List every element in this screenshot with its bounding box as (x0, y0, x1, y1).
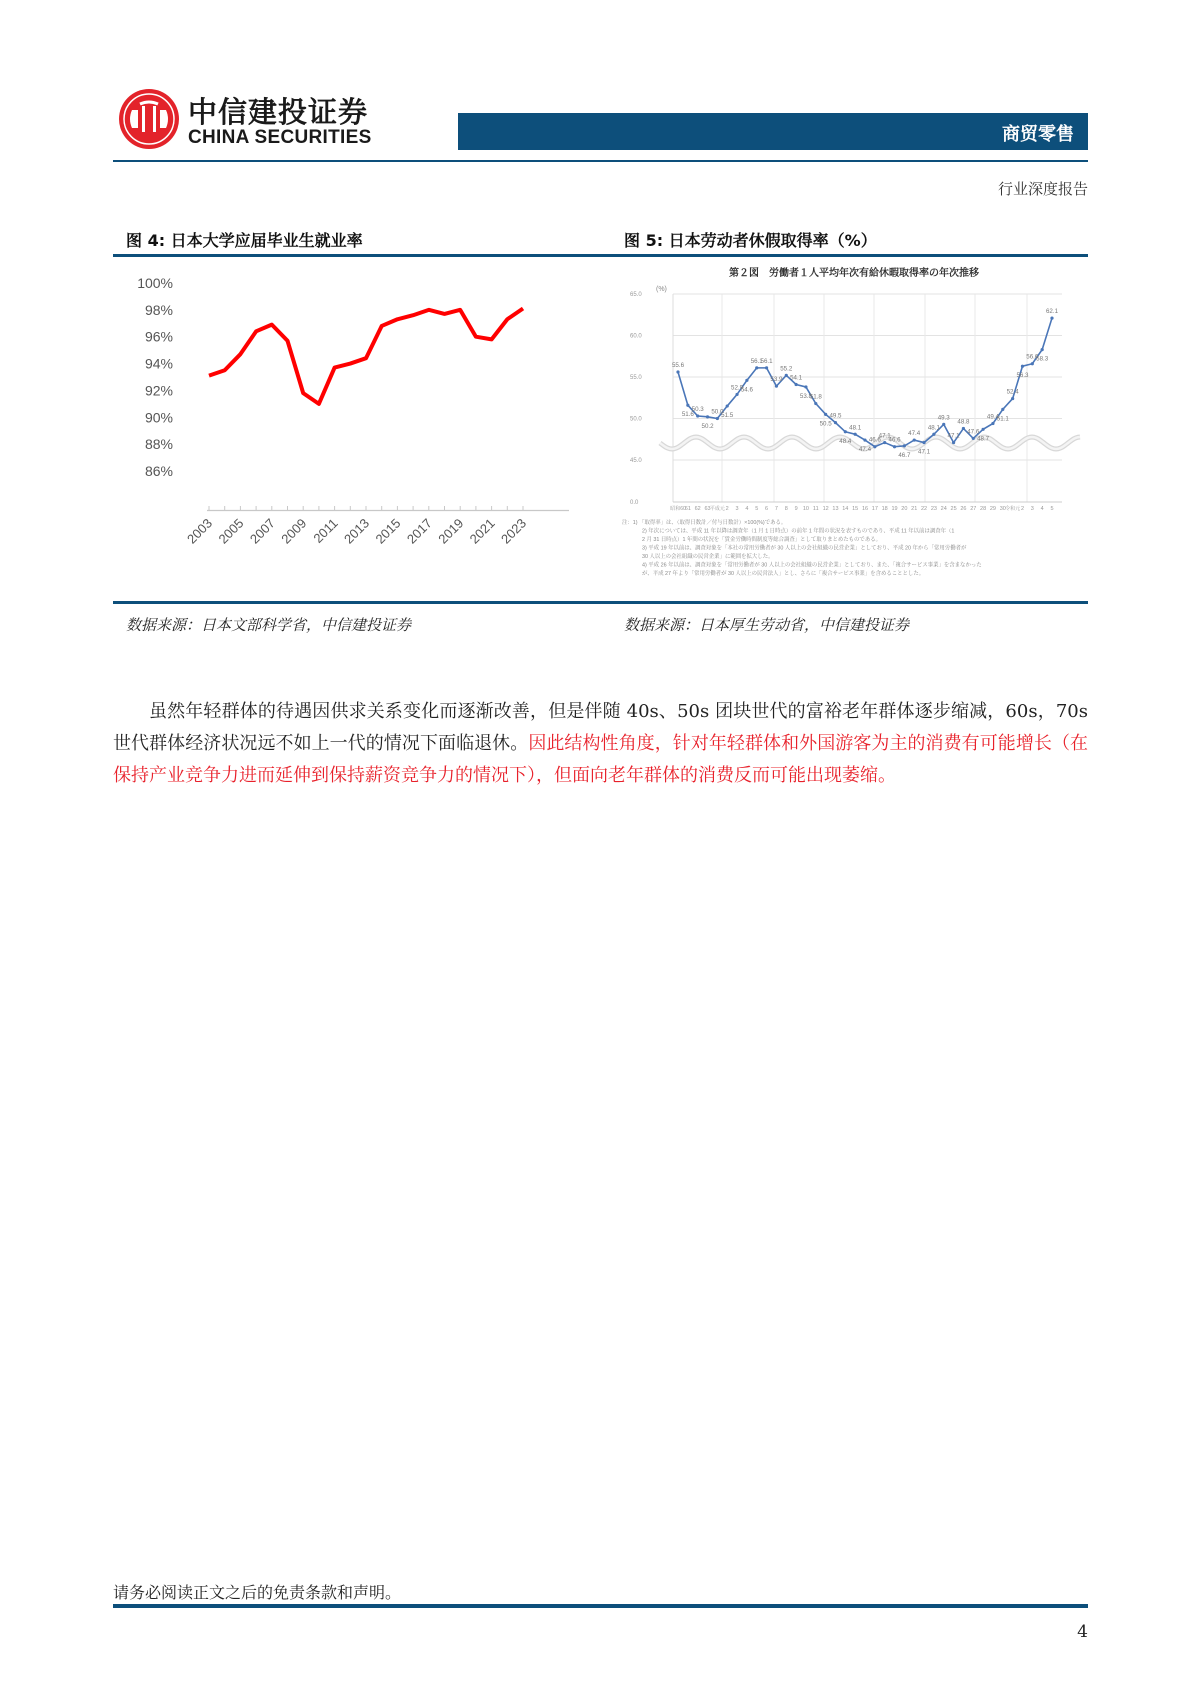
figure-top-divider (113, 254, 1088, 257)
y-tick-label: 94% (144, 355, 173, 372)
x-tick-label: 61 (684, 506, 691, 512)
data-label: 54.1 (790, 374, 803, 382)
figure5-x-axis (670, 505, 1053, 512)
x-tick-label: 2009 (278, 515, 310, 547)
figure5-inner-title: 第２図 労働者１人平均年次有給休暇取得率の年次推移 (729, 268, 979, 279)
y-tick-label: 88% (144, 436, 173, 453)
industry-label: 商贸零售 (1002, 124, 1074, 145)
y-tick-label: 100% (137, 275, 173, 291)
data-label: 52.4 (1006, 388, 1019, 396)
x-tick-label: 2023 (498, 515, 530, 547)
x-tick-label: 23 (930, 506, 937, 512)
x-tick-label: 6 (765, 506, 769, 512)
body-paragraph (113, 696, 1088, 792)
data-label: 47.6 (967, 428, 980, 436)
data-label: 49.5 (829, 412, 842, 420)
x-tick-label: 2 (725, 506, 729, 512)
data-label: 47.1 (918, 448, 931, 456)
y-tick-label: 0.0 (630, 500, 639, 506)
data-label: 55.2 (780, 365, 793, 373)
y-tick-label: 96% (144, 328, 173, 345)
y-tick-label: 45.0 (630, 458, 642, 464)
x-tick-label: 14 (842, 506, 849, 512)
figure5-title: 图 5: 日本劳动者休假取得率（%） (624, 231, 877, 250)
x-tick-label: 12 (822, 506, 829, 512)
x-tick-label: 10 (802, 506, 810, 512)
report-type-label: 行业深度报告 (997, 180, 1088, 198)
body-text: 虽然年轻群体的待遇因供求关系变化而逐渐改善，但是伴随 40s、50s 团块世代的富裕老年群体逐步缩减，60s，70s 世代群体经济状况远不如上一代的情况下面临退休。 (113, 701, 1088, 754)
data-label: 51.1 (996, 415, 1009, 423)
y-tick-label: 86% (144, 463, 173, 479)
data-label: 53.8 (799, 392, 812, 400)
x-tick-label: 25 (950, 506, 957, 512)
x-tick-label: 昭和60 (670, 506, 686, 512)
x-tick-label: 28 (980, 506, 987, 512)
svg-text:が、平成 27 年より「常用労働者が 30 人以上の民営法人: が、平成 27 年より「常用労働者が 30 人以上の民営法人」とし、さらに「複合サービス事業」を含めることとした。 (642, 571, 925, 577)
x-tick-label: 11 (812, 506, 819, 512)
data-label: 48.1 (927, 424, 940, 432)
x-tick-label: 令和元 (1005, 506, 1021, 512)
x-tick-label: 3 (1030, 506, 1034, 512)
x-tick-label: 3 (735, 506, 739, 512)
x-tick-label: 2015 (372, 515, 404, 547)
y-tick-label: 50.0 (630, 416, 642, 423)
footer-divider (113, 1604, 1088, 1608)
data-label: 56.3 (1016, 372, 1029, 380)
x-tick-label: 62 (694, 506, 701, 512)
x-tick-label: 22 (920, 506, 928, 512)
x-tick-label: 4 (745, 506, 749, 512)
data-label: 50.3 (691, 406, 704, 414)
x-tick-label: 2003 (184, 515, 216, 547)
data-label: 55.6 (671, 362, 685, 370)
data-label: 56.6 (1026, 353, 1039, 361)
figure4-y-axis (137, 275, 173, 479)
data-label: 46.6 (888, 436, 901, 444)
data-label: 46.7 (898, 451, 911, 459)
figure5-series-line (678, 318, 1052, 447)
brand-name-cn: 中信建投证券 (188, 95, 369, 129)
x-tick-label: 7 (774, 506, 778, 512)
x-tick-label: 16 (861, 506, 869, 512)
x-tick-label: 63 (704, 506, 711, 512)
svg-text:注：1) 「取得率」は、（取得日数計／付与日数計）×100(: 注：1) 「取得率」は、（取得日数計／付与日数計）×100(%)である。 (622, 520, 787, 526)
data-label: 47.1 (878, 432, 891, 440)
data-label: 56.1 (750, 357, 763, 365)
data-label: 47.1 (947, 432, 960, 440)
industry-banner (458, 113, 1088, 150)
x-tick-label: 2005 (215, 515, 247, 547)
x-tick-label: 8 (784, 506, 788, 512)
data-label: 49.4 (986, 413, 999, 421)
x-tick-label: 2011 (310, 515, 341, 546)
x-tick-label: 26 (960, 506, 967, 512)
y-tick-label: 55.0 (630, 375, 642, 381)
x-tick-label: 2017 (403, 515, 435, 547)
x-tick-label: 13 (832, 506, 839, 512)
body-text-highlight: 因此结构性角度，针对年轻群体和外国游客为主的消费有可能增长（在保持产业竞争力进而延伸到保持薪资竞争力的情况下），但面向老年群体的消费反而可能出现萎缩。 (113, 733, 1089, 786)
svg-text:2 月 31 日時点）1 年間の状況を「賃金労働時間制度等総: 2 月 31 日時点）1 年間の状況を「賃金労働時間制度等総合調査」として取りまとめたものである。 (642, 537, 881, 543)
figure5-line-chart (620, 262, 1088, 600)
x-tick-label: 18 (881, 506, 888, 512)
figure4-line-chart (113, 262, 593, 592)
figure5-source: 数据来源：日本厚生劳动省，中信建投证券 (624, 616, 910, 634)
header-divider (113, 160, 1088, 162)
x-tick-label: 17 (871, 506, 878, 512)
svg-text:3) 平成 19 年以前は、調査対象を「本社の常用労働者が: 3) 平成 19 年以前は、調査対象を「本社の常用労働者が 30 人以上の会社組織の民営企業」としており、平成 20 年から「常用労働者が (642, 545, 967, 552)
svg-text:30 人以上の会社組織の民営企業」に範囲を拡大した。: 30 人以上の会社組織の民営企業」に範囲を拡大した。 (642, 554, 774, 560)
footer-disclaimer: 请务必阅读正文之后的免责条款和声明。 (113, 1583, 402, 1602)
data-label: 47.4 (858, 446, 872, 454)
data-label: 56.1 (760, 357, 773, 365)
figure5-data-points (672, 308, 1059, 459)
data-label: 51.5 (721, 412, 734, 420)
x-tick-label: 2013 (341, 515, 373, 547)
data-label: 62.1 (1045, 308, 1059, 316)
data-label: 52.9 (731, 384, 744, 392)
x-tick-label: 29 (989, 506, 997, 512)
figure4-series-line (209, 309, 523, 404)
x-tick-label: 21 (911, 506, 918, 512)
data-label: 49.3 (937, 414, 950, 422)
brand-name-en: CHINA SECURITIES (188, 127, 372, 148)
figure4-x-axis (184, 506, 529, 547)
figure5-grid (630, 292, 1062, 506)
data-label: 50.2 (701, 422, 714, 430)
x-tick-label: 9 (794, 506, 798, 512)
data-label: 48.1 (849, 424, 862, 432)
x-tick-label: 平成元 (709, 506, 725, 512)
y-tick-label: 60.0 (630, 333, 642, 340)
x-tick-label: 19 (891, 506, 898, 512)
x-tick-label: 2021 (466, 515, 498, 547)
y-tick-label: 98% (144, 301, 173, 318)
data-label: 48.4 (839, 437, 852, 445)
x-tick-label: 24 (940, 506, 947, 512)
data-label: 50.0 (711, 408, 724, 416)
y-tick-label: 90% (144, 409, 173, 426)
svg-text:2) 年次については、平成 11 年以降は調査年（1 月 1: 2) 年次については、平成 11 年以降は調査年（1 月 1 日時点）の前年 1 年間の状況を表すものであり、平成 11 年以前は調査年（1 (642, 528, 955, 535)
data-label: 50.5 (819, 420, 832, 428)
data-label: 54.6 (740, 386, 753, 394)
y-tick-label: 92% (144, 382, 173, 399)
data-label: 47.4 (908, 430, 921, 438)
data-label: 51.6 (681, 411, 694, 419)
figure4-title: 图 4: 日本大学应届毕业生就业率 (126, 231, 363, 250)
figure4-source: 数据来源：日本文部科学省，中信建投证券 (126, 616, 412, 634)
data-label: 58.3 (1036, 355, 1049, 363)
x-tick-label: 2019 (435, 515, 467, 547)
figure5-notes (622, 518, 982, 577)
x-tick-label: 2007 (246, 515, 278, 547)
x-tick-label: 5 (755, 506, 759, 512)
x-tick-label: 20 (901, 506, 908, 512)
data-label: 48.8 (957, 418, 970, 426)
x-tick-label: 5 (1050, 506, 1054, 512)
page-number: 4 (1077, 1622, 1088, 1642)
data-label: 48.7 (977, 435, 990, 443)
x-tick-label: 4 (1040, 506, 1044, 512)
svg-text:4) 平成 26 年以前は、調査対象を「常用労働者が 30: 4) 平成 26 年以前は、調査対象を「常用労働者が 30 人以上の会社組織の民営企業」としており、また、「複合サービス事業」を含まなかった (642, 562, 982, 569)
data-label: 53.9 (770, 376, 783, 384)
figure-bottom-divider (113, 601, 1088, 604)
y-tick-label: 65.0 (630, 292, 642, 298)
china-securities-logo-icon (118, 88, 180, 150)
x-tick-label: 27 (970, 506, 977, 512)
figure5-unit-label: (%) (656, 286, 667, 293)
data-label: 51.8 (809, 393, 822, 401)
x-tick-label: 2 (1020, 506, 1025, 512)
x-tick-label: 15 (852, 506, 859, 512)
data-label: 46.6 (868, 436, 881, 444)
x-tick-label: 30 (999, 506, 1006, 512)
